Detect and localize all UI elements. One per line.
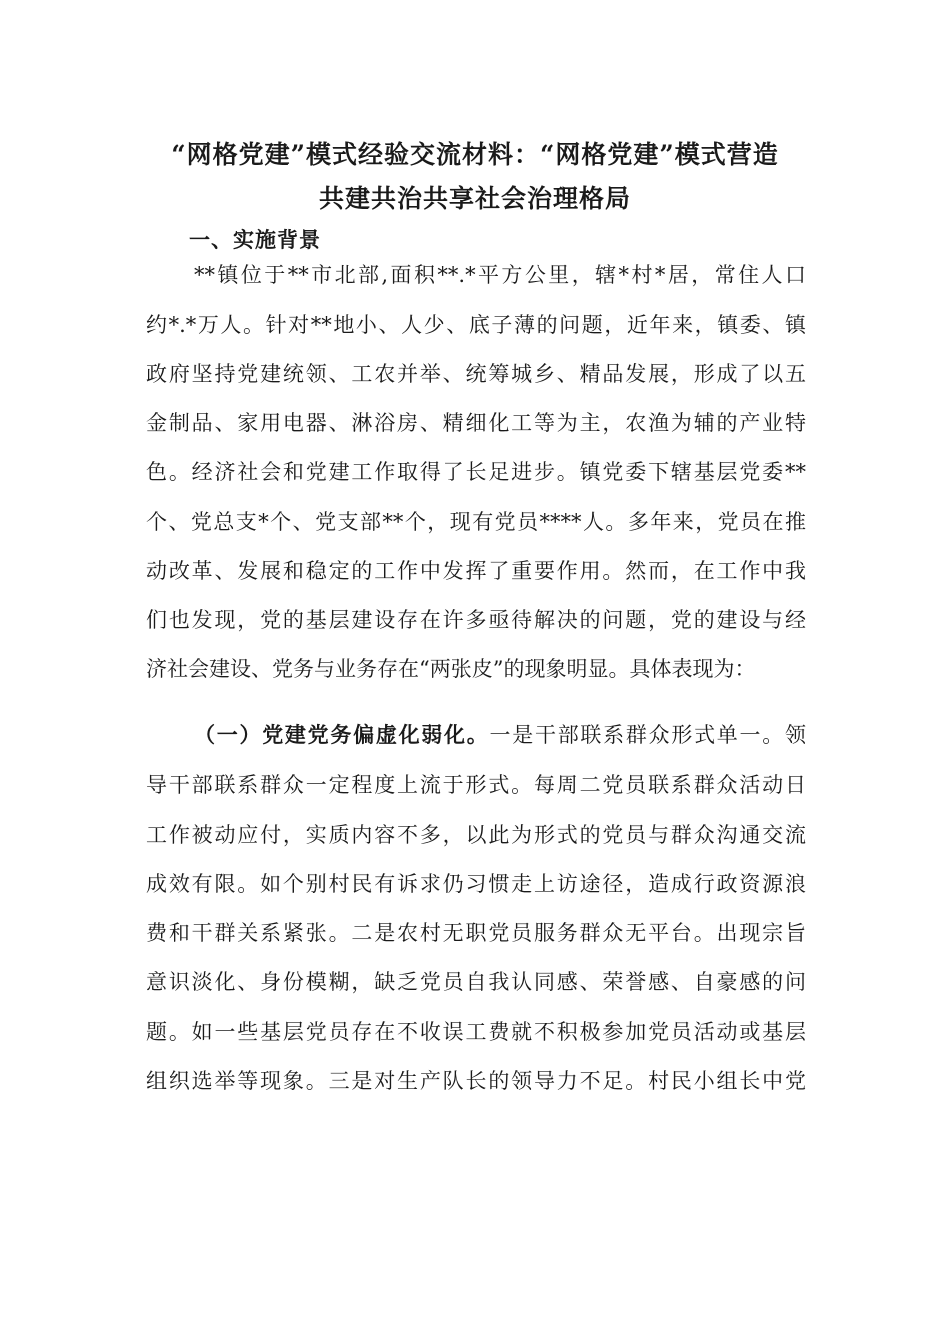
section-heading-background: 一、实施背景	[189, 227, 321, 252]
paragraph-line: 约*.*万人。针对**地小、人少、底子薄的问题，近年来，镇委、镇	[146, 313, 806, 337]
paragraph-line: 们也发现，党的基层建设存在许多亟待解决的问题，党的建设与经	[146, 608, 806, 632]
title-line-2: 共建共治共享社会治理格局	[318, 184, 631, 213]
paragraph-line: 济社会建设、党务与业务存在“两张皮”的现象明显。具体表现为：	[146, 657, 756, 681]
paragraph-line: 政府坚持党建统领、工农并举、统筹城乡、精品发展，形成了以五	[146, 362, 806, 386]
title-line-1: “网格党建”模式经验交流材料：“网格党建”模式营造	[171, 140, 779, 169]
paragraph-line: 题。如一些基层党员存在不收误工费就不积极参加党员活动或基层	[146, 1020, 806, 1044]
paragraph-line: 动改革、发展和稳定的工作中发挥了重要作用。然而，在工作中我	[146, 559, 806, 583]
paragraph-first-line-text: 一是干部联系群众形式单一。领	[489, 723, 806, 747]
paragraph-line: 色。经济社会和党建工作取得了长足进步。镇党委下辖基层党委**	[146, 460, 806, 484]
paragraph-line: 个、党总支*个、党支部**个，现有党员****人。多年来，党员在推	[146, 510, 806, 534]
paragraph-line: 意识淡化、身份模糊，缺乏党员自我认同感、荣誉感、自豪感的问	[146, 970, 806, 994]
paragraph-first-line	[194, 720, 806, 750]
paragraph-line: 金制品、家用电器、淋浴房、精细化工等为主，农渔为辅的产业特	[146, 411, 806, 435]
paragraph-line: 导干部联系群众一定程度上流于形式。每周二党员联系群众活动日	[146, 773, 806, 797]
document-title	[145, 133, 805, 221]
paragraph-line: 费和干群关系紧张。二是农村无职党员服务群众无平台。出现宗旨	[146, 921, 806, 945]
paragraph-line: 组织选举等现象。三是对生产队长的领导力不足。村民小组长中党	[146, 1069, 806, 1093]
paragraph-line: 成效有限。如个别村民有诉求仍习惯走上访途径，造成行政资源浪	[146, 872, 806, 896]
subsection-heading: （一）党建党务偏虚化弱化。	[194, 722, 490, 747]
paragraph-line: 工作被动应付，实质内容不多，以此为形式的党员与群众沟通交流	[146, 823, 806, 847]
paragraph-line: **镇位于**市北部,面积**.*平方公里，辖*村*居，常住人口	[194, 263, 806, 287]
